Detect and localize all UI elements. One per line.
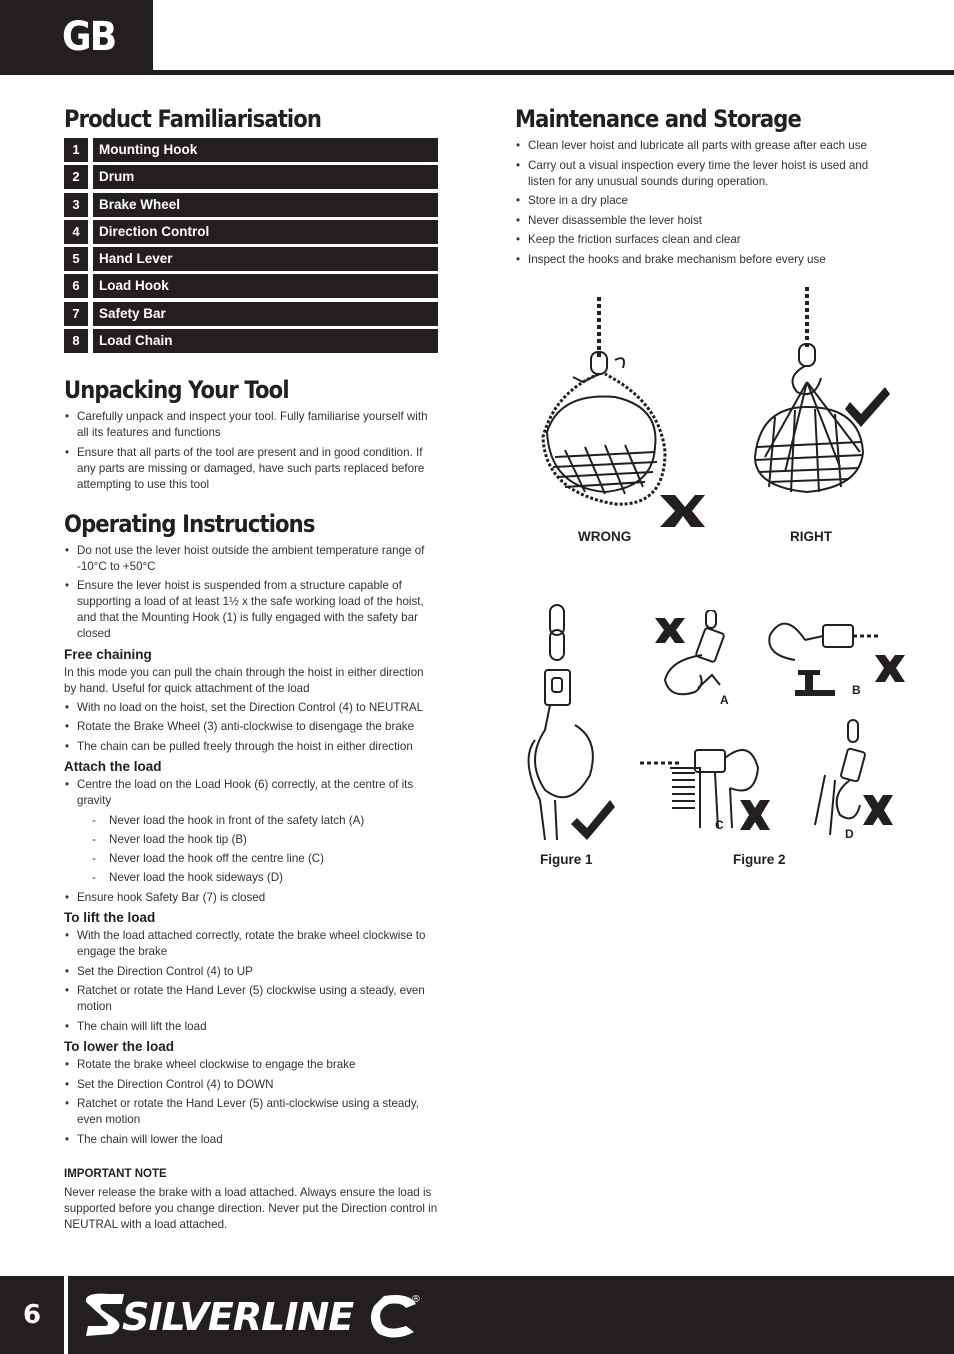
attach-load-heading: Attach the load [64,759,162,775]
trademark-symbol: ® [411,1294,421,1305]
section-tab [0,0,153,75]
list-item: • Set the Direction Control (4) to DOWN [64,1077,438,1093]
list-item: • Carry out a visual inspection every time the lever hoist is used and listen for any unusual sounds during operation. [515,158,895,190]
list-item: • Do not use the lever hoist outside the ambient temperature range of -10°C to +50°C [64,543,438,575]
part-label: Load Chain [93,329,438,353]
part-number: 1 [64,138,88,162]
figure2-hook-b-illustration [765,610,905,700]
parts-list [64,138,438,353]
figure1-caption: Figure 1 [540,852,593,867]
list-item: • Set the Direction Control (4) to UP [64,964,438,980]
list-item: • Clean lever hoist and lubricate all parts with grease after each use [515,138,895,154]
lift-load-list [64,928,438,1035]
operating-intro-list [64,543,438,643]
part-number: 8 [64,329,88,353]
list-item: • The chain will lower the load [64,1132,438,1148]
part-row [64,220,438,244]
wrong-label: WRONG [578,529,632,544]
part-number: 3 [64,193,88,217]
part-number: 4 [64,220,88,244]
free-chaining-list [64,700,438,755]
figure1-hook-illustration [515,600,615,845]
important-note-text: Never release the brake with a load attached. Always ensure the load is supported before you change direction. Never put the Direction control in NEUTRAL with a load attached. [64,1185,438,1231]
part-label: Drum [93,165,438,189]
part-label: Hand Lever [93,247,438,271]
list-item: • With no load on the hoist, set the Direction Control (4) to NEUTRAL [64,700,438,716]
part-label: Safety Bar [93,302,438,326]
left-column [64,104,438,1236]
list-item: • Ratchet or rotate the Hand Lever (5) anti-clockwise using a steady, even motion [64,1096,438,1128]
important-note-title: IMPORTANT NOTE [64,1167,167,1180]
list-item: - Never load the hook tip (B) [64,832,438,848]
figure2-letter-d: D [845,827,854,841]
lift-load-heading: To lift the load [64,910,156,926]
part-number: 6 [64,274,88,298]
section-code: GB [62,14,116,60]
unpacking-list [64,409,438,493]
free-chaining-heading: Free chaining [64,646,152,662]
part-label: Load Hook [93,274,438,298]
header-rule [153,70,954,75]
part-row [64,193,438,217]
list-item: • Ensure hook Safety Bar (7) is closed [64,890,438,906]
page-number-box [0,1276,64,1354]
right-column [515,104,895,271]
part-label: Mounting Hook [93,138,438,162]
list-item: • The chain can be pulled freely through the hoist in either direction [64,739,438,755]
list-item: • The chain will lift the load [64,1019,438,1035]
list-item: • Ratchet or rotate the Hand Lever (5) clockwise using a steady, even motion [64,983,438,1015]
part-label: Brake Wheel [93,193,438,217]
part-row [64,165,438,189]
figure2-hook-a-illustration [650,610,735,700]
wrong-sling-illustration [525,282,725,527]
list-item: • Never disassemble the lever hoist [515,213,895,229]
maintenance-title: Maintenance and Storage [515,105,801,133]
figure2-caption: Figure 2 [733,852,786,867]
list-item: • Rotate the brake wheel clockwise to engage the brake [64,1057,438,1073]
list-item: • Store in a dry place [515,193,895,209]
part-number: 5 [64,247,88,271]
figure2-letter-a: A [720,693,729,707]
free-chaining-text: In this mode you can pull the chain through the hoist in either direction by hand. Useful for quick attachment of the load [64,665,424,695]
part-number: 7 [64,302,88,326]
part-row [64,329,438,353]
figure2-letter-c: C [715,818,724,832]
list-item: - Never load the hook sideways (D) [64,870,438,886]
list-item: - Never load the hook in front of the safety latch (A) [64,813,438,829]
list-item: • Ensure the lever hoist is suspended from a structure capable of supporting a load of at least 1½ x the safe working load of the hoist, and that the Mounting Hook (1) is fully engaged with the safety bar closed [64,578,438,642]
part-label: Direction Control [93,220,438,244]
attach-load-dash-list [64,813,438,887]
unpacking-title: Unpacking Your Tool [64,376,289,405]
lower-load-heading: To lower the load [64,1039,175,1055]
page-number: 6 [23,1300,42,1330]
figure2-hook-c-illustration [640,738,770,833]
familiarisation-title: Product Familiarisation [64,105,322,133]
silverline-logo [84,1290,424,1340]
right-sling-illustration [745,282,895,507]
figure2-letter-b: B [852,683,861,697]
list-item: - Never load the hook off the centre line (C) [64,851,438,867]
attach-load-list [64,777,438,809]
list-item: • Inspect the hooks and brake mechanism before every use [515,252,895,268]
operating-title: Operating Instructions [64,509,315,538]
part-row [64,274,438,298]
list-item: • Ensure that all parts of the tool are present and in good condition. If any parts are missing or damaged, have such parts replaced before attempting to use this tool [64,445,438,493]
list-item: • Centre the load on the Load Hook (6) correctly, at the centre of its gravity [64,777,438,809]
list-item: • With the load attached correctly, rotate the brake wheel clockwise to engage the brake [64,928,438,960]
part-row [64,247,438,271]
part-number: 2 [64,165,88,189]
list-item: • Keep the friction surfaces clean and clear [515,232,895,248]
attach-load-after-list [64,890,438,906]
lower-load-list [64,1057,438,1148]
list-item: • Rotate the Brake Wheel (3) anti-clockwise to disengage the brake [64,719,438,735]
figure2-hook-d-illustration [800,715,900,840]
right-label: RIGHT [790,529,832,544]
list-item: • Carefully unpack and inspect your tool. Fully familiarise yourself with all its features and functions [64,409,438,441]
logo-wordmark: SILVERLINE [122,1295,354,1339]
part-row [64,138,438,162]
maintenance-list [515,138,895,268]
part-row [64,302,438,326]
